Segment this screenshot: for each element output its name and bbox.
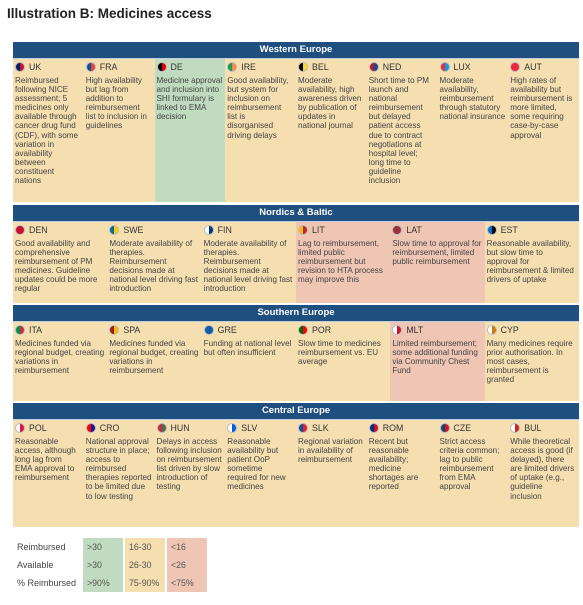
country-description: Reasonable availability, but slow time to approval for reimbursement & limited drivers of uptake bbox=[486, 239, 574, 285]
cell-divider bbox=[485, 221, 579, 222]
legend-value: >30 bbox=[83, 538, 123, 556]
legend-value: 75-90% bbox=[125, 574, 165, 592]
country-label bbox=[298, 61, 329, 73]
flag-icon bbox=[298, 225, 308, 235]
flag-icon bbox=[487, 325, 497, 335]
legend-row bbox=[13, 556, 223, 574]
region-header: Nordics & Baltic bbox=[13, 205, 579, 221]
country-description: While theoretical access is good (if delayed), there are limited drivers of uptake (e.g., guideline inclusion bbox=[510, 437, 575, 501]
flag-icon bbox=[109, 225, 119, 235]
country-label bbox=[227, 422, 257, 434]
country-cell bbox=[84, 58, 155, 202]
cell-divider bbox=[390, 221, 484, 222]
country-description: National approval structure in place; access to reimbursed therapies reported to be limited due to low testing bbox=[85, 437, 152, 501]
country-description: Medicines funded via regional budget, creating variations in reimbursement bbox=[109, 339, 199, 376]
country-cell bbox=[225, 58, 296, 202]
page-title: Illustration B: Medicines access bbox=[7, 6, 212, 21]
country-label bbox=[510, 422, 541, 434]
flag-icon bbox=[204, 225, 214, 235]
country-cell bbox=[508, 58, 579, 202]
region-row bbox=[13, 419, 579, 527]
flag-icon bbox=[510, 423, 520, 433]
country-label bbox=[157, 61, 183, 73]
flag-icon bbox=[227, 423, 237, 433]
cell-divider bbox=[296, 419, 367, 420]
country-label bbox=[298, 422, 329, 434]
country-code: AUT bbox=[524, 62, 542, 72]
country-label bbox=[369, 422, 404, 434]
flag-icon bbox=[109, 325, 119, 335]
country-description: Medicine approval and inclusion into SHI formulary is linked to EMA decision bbox=[156, 76, 223, 122]
country-code: HUN bbox=[170, 423, 190, 433]
country-cell bbox=[438, 58, 509, 202]
flag-icon bbox=[510, 62, 520, 72]
cell-divider bbox=[107, 321, 201, 322]
country-label bbox=[440, 422, 472, 434]
country-code: SLK bbox=[312, 423, 329, 433]
legend-value: >90% bbox=[83, 574, 123, 592]
country-cell bbox=[202, 321, 296, 401]
country-code: DEN bbox=[29, 225, 48, 235]
country-description: Good availability and comprehensive reimbursement of PM medicines. Guideline updates could be more regular bbox=[15, 239, 98, 294]
flag-icon bbox=[204, 325, 214, 335]
legend-label: % Reimbursed bbox=[17, 578, 77, 588]
legend-value: <26 bbox=[167, 556, 207, 574]
country-cell bbox=[296, 419, 367, 527]
legend-value: 16-30 bbox=[125, 538, 165, 556]
cell-divider bbox=[13, 221, 107, 222]
country-code: SPA bbox=[123, 325, 141, 335]
cell-divider bbox=[202, 221, 296, 222]
legend-row bbox=[13, 538, 223, 556]
country-code: ROM bbox=[382, 423, 404, 433]
country-description: Moderate availability of therapies. Reimbursement decisions made at national level driving fast introduction bbox=[109, 239, 198, 294]
country-description: Medicines funded via regional budget, creating variations in reimbursement bbox=[15, 339, 105, 376]
country-label bbox=[109, 224, 143, 236]
region-header: Central Europe bbox=[13, 403, 579, 419]
legend-value: <75% bbox=[167, 574, 207, 592]
cell-divider bbox=[84, 58, 155, 59]
flag-icon bbox=[369, 423, 379, 433]
country-code: IRE bbox=[241, 62, 256, 72]
country-cell bbox=[107, 221, 201, 303]
country-description: Slow time to medicines reimbursement vs. EU average bbox=[298, 339, 381, 367]
country-description: High availability but lag from addition to reimbursement list to inclusion in guidelines bbox=[85, 76, 147, 131]
country-description: Slow time to approval for reimbursement, limited public reimbursement bbox=[392, 239, 482, 267]
country-cell bbox=[296, 221, 390, 303]
country-cell bbox=[13, 221, 107, 303]
country-label bbox=[15, 324, 42, 336]
country-cell bbox=[508, 419, 579, 527]
cell-divider bbox=[107, 221, 201, 222]
country-code: POR bbox=[312, 325, 332, 335]
country-label bbox=[157, 422, 190, 434]
country-cell bbox=[13, 321, 107, 401]
country-description: Reasonable availability but patient OoP sometime required for new medicines bbox=[227, 437, 286, 492]
country-label bbox=[487, 224, 518, 236]
country-label bbox=[392, 324, 423, 336]
flag-icon bbox=[392, 225, 402, 235]
legend-value: <16 bbox=[167, 538, 207, 556]
cell-divider bbox=[13, 419, 84, 420]
region-row bbox=[13, 58, 579, 202]
country-code: LUX bbox=[453, 62, 471, 72]
country-code: SWE bbox=[123, 225, 144, 235]
country-code: NED bbox=[382, 62, 402, 72]
flag-icon bbox=[298, 325, 308, 335]
country-description: Reasonable access, although long lag from EMA approval to reimbursement bbox=[15, 437, 76, 483]
flag-icon bbox=[369, 62, 379, 72]
country-code: LIT bbox=[312, 225, 325, 235]
cell-divider bbox=[438, 419, 509, 420]
cell-divider bbox=[155, 419, 226, 420]
country-code: UK bbox=[29, 62, 42, 72]
country-cell bbox=[155, 419, 226, 527]
flag-icon bbox=[440, 62, 450, 72]
flag-icon bbox=[15, 423, 25, 433]
cell-divider bbox=[508, 419, 579, 420]
cell-divider bbox=[296, 221, 390, 222]
legend-value: >30 bbox=[83, 556, 123, 574]
country-label bbox=[369, 61, 402, 73]
country-cell bbox=[13, 58, 84, 202]
region-header: Southern Europe bbox=[13, 305, 579, 321]
country-cell bbox=[485, 321, 579, 401]
country-cell bbox=[13, 419, 84, 527]
country-code: EST bbox=[500, 225, 518, 235]
country-label bbox=[15, 422, 47, 434]
country-label bbox=[487, 324, 519, 336]
region-header: Western Europe bbox=[13, 42, 579, 58]
country-code: POL bbox=[29, 423, 47, 433]
country-description: Recent but reasonable availability; medicine shortages are reported bbox=[368, 437, 419, 492]
country-label bbox=[392, 224, 421, 236]
cell-divider bbox=[13, 321, 107, 322]
country-code: FIN bbox=[217, 225, 232, 235]
country-code: BUL bbox=[524, 423, 542, 433]
cell-divider bbox=[296, 321, 390, 322]
flag-icon bbox=[86, 423, 96, 433]
country-description: Lag to reimbursement, limited public reimbursement but revision to HTA process may improve this bbox=[298, 239, 383, 285]
country-description: Regional variation in availability of reimbursement bbox=[298, 437, 363, 465]
flag-icon bbox=[15, 325, 25, 335]
legend-value: 26-30 bbox=[125, 556, 165, 574]
country-description: High rates of availability but reimbursement is more limited, some requiring case-by-case approval bbox=[510, 76, 573, 140]
cell-divider bbox=[155, 58, 226, 59]
country-label bbox=[109, 324, 140, 336]
cell-divider bbox=[390, 321, 484, 322]
country-label bbox=[86, 422, 120, 434]
cell-divider bbox=[225, 419, 296, 420]
region-row bbox=[13, 321, 579, 401]
cell-divider bbox=[13, 58, 84, 59]
cell-divider bbox=[508, 58, 579, 59]
flag-icon bbox=[298, 423, 308, 433]
flag-icon bbox=[15, 62, 25, 72]
country-description: Short time to PM launch and national reimbursement but delayed patient access due to contract negotiations at hospital level; long time to guideline inclusion bbox=[368, 76, 430, 186]
country-cell bbox=[107, 321, 201, 401]
country-label bbox=[298, 224, 325, 236]
cell-divider bbox=[202, 321, 296, 322]
country-label bbox=[15, 61, 41, 73]
country-code: CRO bbox=[99, 423, 120, 433]
flag-icon bbox=[487, 225, 497, 235]
country-code: MLT bbox=[406, 325, 424, 335]
country-cell bbox=[390, 321, 484, 401]
country-label bbox=[227, 61, 256, 73]
cell-divider bbox=[225, 58, 296, 59]
country-cell bbox=[485, 221, 579, 303]
country-code: FRA bbox=[99, 62, 118, 72]
flag-icon bbox=[15, 225, 25, 235]
country-code: LAT bbox=[406, 225, 422, 235]
country-label bbox=[298, 324, 331, 336]
country-cell bbox=[438, 419, 509, 527]
flag-icon bbox=[440, 423, 450, 433]
country-cell bbox=[367, 419, 438, 527]
cell-divider bbox=[84, 419, 155, 420]
country-description: Moderate availability, reimbursement through statutory national insurance bbox=[439, 76, 506, 122]
country-description: Moderate availability of therapies. Reimbursement decisions made at national level driving fast introduction bbox=[203, 239, 293, 294]
country-cell bbox=[296, 58, 367, 202]
country-label bbox=[440, 61, 471, 73]
country-code: BEL bbox=[312, 62, 329, 72]
country-code: GRE bbox=[217, 325, 237, 335]
flag-icon bbox=[392, 325, 402, 335]
country-cell bbox=[296, 321, 390, 401]
legend-row bbox=[13, 574, 223, 592]
country-code: CYP bbox=[500, 325, 519, 335]
country-cell bbox=[202, 221, 296, 303]
cell-divider bbox=[367, 419, 438, 420]
country-description: Reimbursed following NICE assessment; 5 medicines only available through cancer drug fund (CDF), with some variation in availability between constituent nations bbox=[15, 76, 78, 186]
flag-icon bbox=[157, 423, 167, 433]
country-code: ITA bbox=[29, 325, 43, 335]
flag-icon bbox=[157, 62, 167, 72]
country-code: CZE bbox=[453, 423, 472, 433]
flag-icon bbox=[298, 62, 308, 72]
cell-divider bbox=[438, 58, 509, 59]
flag-icon bbox=[227, 62, 237, 72]
country-label bbox=[204, 224, 232, 236]
country-cell bbox=[225, 419, 296, 527]
country-code: DE bbox=[170, 62, 183, 72]
country-description: Good availability, but system for inclusion on reimbursement list is disorganised driving delays bbox=[227, 76, 289, 140]
country-code: SLV bbox=[241, 423, 258, 433]
legend-label: Reimbursed bbox=[17, 542, 66, 552]
country-label bbox=[86, 61, 118, 73]
cell-divider bbox=[367, 58, 438, 59]
country-label bbox=[510, 61, 542, 73]
country-description: Moderate availability, high awareness driven by publication of updates in national journal bbox=[298, 76, 362, 131]
country-cell bbox=[367, 58, 438, 202]
country-cell bbox=[390, 221, 484, 303]
country-description: Delays in access following inclusion on reimbursement list driven by slow introduction of testing bbox=[156, 437, 222, 492]
country-description: Strict access criteria common; lag to public reimbursement from EMA approval bbox=[439, 437, 500, 492]
country-description: Funding at national level but often insufficient bbox=[203, 339, 292, 358]
region-row bbox=[13, 221, 579, 303]
cell-divider bbox=[296, 58, 367, 59]
country-description: Limited reimbursement; some additional funding via Community Chest Fund bbox=[392, 339, 478, 376]
country-cell bbox=[84, 419, 155, 527]
country-label bbox=[15, 224, 48, 236]
country-description: Many medicines require prior authorisation. In most cases, reimbursement is granted bbox=[486, 339, 573, 385]
country-label bbox=[204, 324, 237, 336]
flag-icon bbox=[86, 62, 96, 72]
cell-divider bbox=[485, 321, 579, 322]
legend-label: Available bbox=[17, 560, 54, 570]
country-cell bbox=[155, 58, 226, 202]
